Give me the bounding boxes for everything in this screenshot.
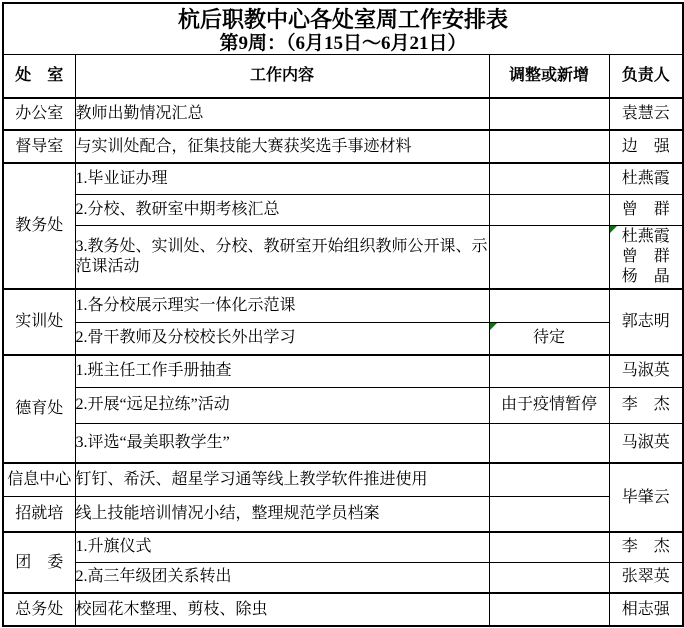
table-row	[3, 225, 683, 289]
department-cell: 招就培	[3, 496, 75, 532]
table-row	[3, 562, 683, 593]
responsible-name: 杜燕霞	[621, 227, 670, 245]
table-row	[3, 322, 683, 355]
task-cell: 1.班主任工作手册抽查	[75, 355, 489, 387]
adjustment-cell	[489, 423, 609, 463]
department-cell: 总务处	[3, 593, 75, 626]
adjustment-cell	[489, 355, 609, 387]
table-title-cell	[3, 3, 683, 55]
comment-indicator-icon	[610, 226, 617, 233]
table-row	[3, 423, 683, 463]
table-row	[3, 496, 683, 532]
adjustment-cell	[489, 225, 609, 289]
table-title: 杭后职教中心各处室周工作安排表	[178, 7, 509, 32]
schedule-table	[2, 2, 684, 627]
task-cell: 3.评选“最美职教学生”	[75, 423, 489, 463]
responsible-cell: 相志强	[609, 593, 683, 626]
responsible-name: 曾 群	[621, 247, 670, 265]
table-row	[3, 593, 683, 626]
task-cell: 2.开展“远足拉练”活动	[75, 387, 489, 423]
adjustment-cell	[489, 532, 609, 562]
task-cell: 1.各分校展示理实一体化示范课	[75, 289, 489, 322]
responsible-cell: 曾 群	[609, 194, 683, 225]
adjustment-text: 待定	[532, 329, 565, 347]
adjustment-cell	[489, 194, 609, 225]
task-cell: 3.教务处、实训处、分校、教研室开始组织教师公开课、示范课活动	[75, 225, 489, 289]
responsible-cell: 毕肇云	[609, 463, 683, 532]
table-row	[3, 130, 683, 163]
table-row	[3, 98, 683, 130]
department-cell: 实训处	[3, 289, 75, 355]
task-cell: 线上技能培训情况小结，整理规范学员档案	[75, 496, 489, 532]
responsible-cell	[609, 225, 683, 289]
department-cell: 团 委	[3, 532, 75, 593]
department-cell: 督导室	[3, 130, 75, 163]
responsible-cell: 李 杰	[609, 387, 683, 423]
adjustment-cell	[489, 463, 609, 496]
table-row	[3, 289, 683, 322]
table-row	[3, 463, 683, 496]
table-row	[3, 163, 683, 194]
title-row	[3, 3, 683, 55]
responsible-cell: 张翠英	[609, 562, 683, 593]
adjustment-cell	[489, 496, 609, 532]
task-cell: 2.骨干教师及分校校长外出学习	[75, 322, 489, 355]
adjustment-cell: 由于疫情暂停	[489, 387, 609, 423]
responsible-cell: 杜燕霞	[609, 163, 683, 194]
responsible-cell: 马淑英	[609, 355, 683, 387]
task-cell: 钉钉、希沃、超星学习通等线上教学软件推进使用	[75, 463, 489, 496]
table-row	[3, 194, 683, 225]
header-row	[3, 55, 683, 99]
task-cell: 1.毕业证办理	[75, 163, 489, 194]
header-department: 处 室	[3, 55, 75, 99]
adjustment-cell	[489, 593, 609, 626]
header-adjustment: 调整或新增	[489, 55, 609, 99]
department-cell: 德育处	[3, 355, 75, 463]
adjustment-cell	[489, 289, 609, 322]
header-responsible: 负责人	[609, 55, 683, 99]
responsible-cell: 李 杰	[609, 532, 683, 562]
task-cell: 2.高三年级团关系转出	[75, 562, 489, 593]
responsible-name: 杨 晶	[621, 267, 670, 285]
table-row	[3, 532, 683, 562]
header-work-content: 工作内容	[75, 55, 489, 99]
table-subtitle-week-range: 第9周：（6月15日～6月21日）	[219, 33, 467, 54]
responsible-cell: 袁慧云	[609, 98, 683, 130]
adjustment-cell	[489, 562, 609, 593]
table-row	[3, 355, 683, 387]
department-cell: 办公室	[3, 98, 75, 130]
task-cell: 教师出勤情况汇总	[75, 98, 489, 130]
responsible-cell: 马淑英	[609, 423, 683, 463]
responsible-cell: 边 强	[609, 130, 683, 163]
department-cell: 信息中心	[3, 463, 75, 496]
adjustment-cell	[489, 98, 609, 130]
task-cell: 2.分校、教研室中期考核汇总	[75, 194, 489, 225]
task-cell: 校园花木整理、剪枝、除虫	[75, 593, 489, 626]
adjustment-cell	[489, 322, 609, 355]
table-row	[3, 387, 683, 423]
department-cell: 教务处	[3, 163, 75, 289]
comment-indicator-icon	[490, 323, 497, 330]
responsible-cell: 郭志明	[609, 289, 683, 355]
task-cell: 与实训处配合，征集技能大赛获奖选手事迹材料	[75, 130, 489, 163]
task-cell: 1.升旗仪式	[75, 532, 489, 562]
adjustment-cell	[489, 163, 609, 194]
adjustment-cell	[489, 130, 609, 163]
